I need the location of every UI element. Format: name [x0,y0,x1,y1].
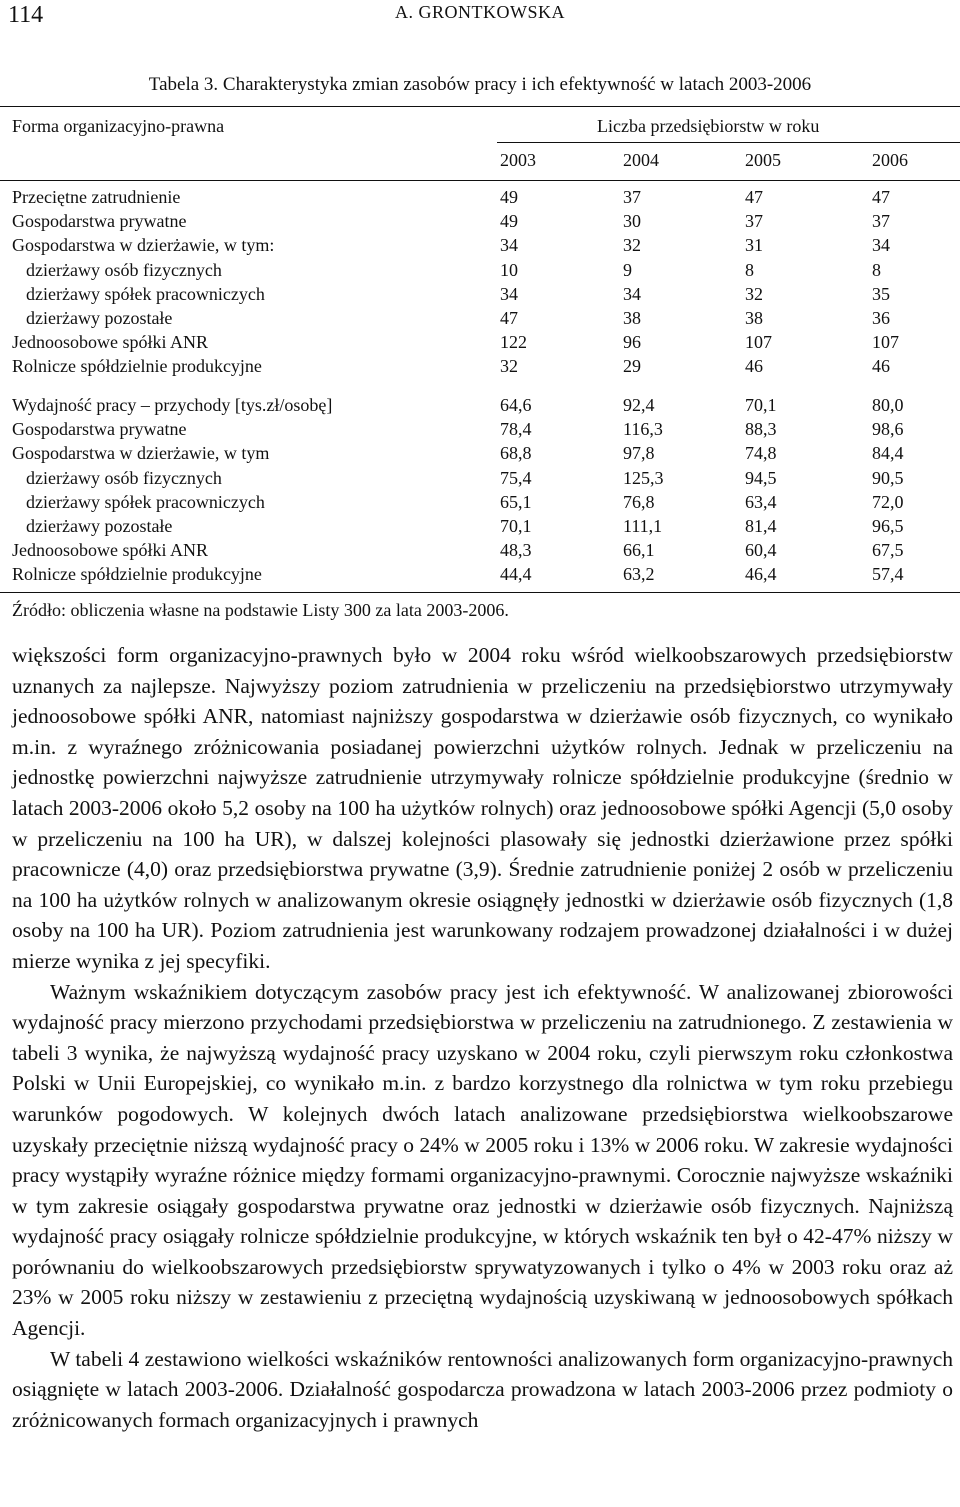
cell-value: 60,4 [745,540,777,561]
row-label: Gospodarstwa w dzierżawie, w tym: [12,235,275,256]
running-title: A. GRONTKOWSKA [395,2,565,22]
cell-value: 67,5 [872,540,904,561]
cell-value: 94,5 [745,467,777,488]
cell-value: 34 [623,283,641,304]
cell-value: 29 [623,356,641,377]
cell-value: 96 [623,332,641,353]
cell-value: 84,4 [872,443,904,464]
table-row [0,395,960,419]
table-top-rule [0,106,960,107]
table-bottom-rule [0,592,960,593]
cell-value: 32 [745,283,763,304]
table-row [0,260,960,284]
cell-value: 90,5 [872,467,904,488]
cell-value: 57,4 [872,564,904,585]
header-sub-rule [497,142,960,143]
row-label: dzierżawy spółek pracowniczych [26,491,265,512]
row-label: dzierżawy osób fizycznych [26,259,222,280]
cell-value: 32 [623,235,641,256]
cell-value: 37 [623,187,641,207]
cell-value: 81,4 [745,516,777,536]
table-caption: Tabela 3. Charakterystyka zmian zasobów pracy i ich efektywność w latach 2003-2006 [148,74,812,95]
row-label: Gospodarstwa w dzierżawie, w tym [12,443,270,464]
paragraph: większości form organizacyjno-prawnych było w 2004 roku wśród wielkoobszarowych przedsiębiorstw uznanych za najlepsze. Najwyższy poziom zatrudnienia w przeliczeniu na przedsiębiorstwo utrzymywały jednoosobowe spółki ANR, natomiast najniższy gospodarstwa w dzierżawie osób fizycznych, co wynikało m.in. z wyraźnego zróżnicowania posiadanej powierzchni użytków rolnych. Jednak w przeliczeniu na jednostkę powierzchni najwyższe zatrudnienie utrzymywały rolnicze spółdzielnie produkcyjne (średnio w latach 2003-2006 około 5,2 osoby na 100 ha użytków rolnych) oraz jednoosobowe spółki Agencji (5,0 osoby w przeliczeniu na 100 ha UR), w dalszej kolejności plasowały się jednostki dzierżawione przez spółki pracownicze (4,0) oraz przedsiębiorstwa prywatne (3,9). Średnie zatrudnienie poniżej 2 osób w przeliczeniu na 100 ha użytków rolnych w analizowanym okresie osiągnęły jednostki w dzierżawie osób fizycznych (1,8 osoby na 100 ha UR). Poziom zatrudnienia jest warunkowany rodzajem prowadzonej działalności i w dużej mierze wynika z jej specyfiki. [12,643,953,973]
cell-value: 70,1 [500,516,532,536]
cell-value: 49 [500,211,518,232]
cell-value: 88,3 [745,419,777,440]
cell-value: 68,8 [500,443,532,464]
column-header-count: Liczba przedsiębiorstw w roku [597,116,820,136]
page-number: 114 [8,2,44,28]
cell-value: 66,1 [623,540,655,561]
row-label: Jednoosobowe spółki ANR [12,540,209,561]
row-label: dzierżawy pozostałe [26,308,173,328]
table-row [0,516,960,540]
cell-value: 44,4 [500,564,532,585]
row-label: Rolnicze spółdzielnie produkcyjne [12,356,262,377]
year-header: 2006 [872,150,908,170]
cell-value: 78,4 [500,419,532,440]
cell-value: 74,8 [745,443,777,464]
row-label: Gospodarstwa prywatne [12,419,187,440]
cell-value: 8 [872,259,881,280]
table-row [0,564,960,588]
row-label: dzierżawy pozostałe [26,516,173,536]
cell-value: 92,4 [623,395,655,415]
table-row [0,468,960,492]
cell-value: 34 [500,235,518,256]
cell-value: 75,4 [500,467,532,488]
table-row [0,419,960,443]
cell-value: 122 [500,332,527,353]
body-text [12,640,953,1435]
cell-value: 80,0 [872,395,904,415]
paragraph: Ważnym wskaźnikiem dotyczącym zasobów pracy jest ich efektywność. W analizowanej zbiorowości wydajność pracy mierzono przychodami przedsiębiorstwa w przeliczeniu na zatrudnionego. Z zestawienia w tabeli 3 wynika, że najwyższą wydajność pracy uzyskano w 2004 roku, czyli pierwszym roku członkostwa Polski w Unii Europejskiej, co wynikało m.in. z bardzo korzystnego dla rolnictwa w tym roku przebiegu warunków pogodowych. W kolejnych dwóch latach analizowane przedsiębiorstwa wielkoobszarowe uzyskały przeciętnie niższą wydajność pracy o 24% w 2005 roku i 13% w 2006 roku. W zakresie wydajności pracy wystąpiły wyraźne różnice między formami organizacyjno-prawnymi. Corocznie najwyższe wskaźniki w tym zakresie osiągały gospodarstwa prywatne oraz jednostki w dzierżawie osób fizycznych. Najniższą wydajność pracy osiągały rolnicze spółdzielnie produkcyjne, w których wskaźnik ten był o 42-47% niższy w porównaniu do wielkoobszarowych przedsiębiorstw sprywatyzowanych i tylko o 4% w 2003 roku oraz aż 23% w 2005 roku niższy w zestawieniu z przeciętną wydajnością uzyskiwaną w jednoosobowych spółkach Agencji. [12,979,953,1341]
cell-value: 98,6 [872,419,904,440]
cell-value: 76,8 [623,491,655,512]
cell-value: 47 [872,187,890,207]
cell-value: 70,1 [745,395,777,415]
table-row [0,235,960,259]
row-label: Przeciętne zatrudnienie [12,187,181,207]
cell-value: 9 [623,259,632,280]
cell-value: 107 [745,332,772,353]
table-row [0,356,960,380]
cell-value: 65,1 [500,491,532,512]
cell-value: 46,4 [745,564,777,585]
header-bottom-rule [0,180,960,181]
cell-value: 37 [745,211,763,232]
row-label: Wydajność pracy – przychody [tys.zł/osobę] [12,395,333,415]
cell-value: 8 [745,259,754,280]
cell-value: 63,2 [623,564,655,585]
table-row [0,211,960,235]
table-row [0,284,960,308]
year-header: 2005 [745,150,781,170]
cell-value: 107 [872,332,899,353]
cell-value: 46 [872,356,890,377]
table-row [0,443,960,467]
table-row [0,492,960,516]
page-header [0,0,960,30]
cell-value: 47 [745,187,763,207]
cell-value: 36 [872,308,890,328]
cell-value: 125,3 [623,467,664,488]
cell-value: 97,8 [623,443,655,464]
cell-value: 35 [872,283,890,304]
cell-value: 37 [872,211,890,232]
cell-value: 96,5 [872,516,904,536]
table-row [0,187,960,211]
row-label: dzierżawy spółek pracowniczych [26,283,265,304]
cell-value: 32 [500,356,518,377]
row-label: Jednoosobowe spółki ANR [12,332,209,353]
cell-value: 38 [623,308,641,328]
row-label: dzierżawy osób fizycznych [26,467,222,488]
cell-value: 48,3 [500,540,532,561]
cell-value: 34 [500,283,518,304]
cell-value: 47 [500,308,518,328]
cell-value: 46 [745,356,763,377]
cell-value: 111,1 [623,516,663,536]
year-header: 2003 [500,150,536,170]
cell-value: 72,0 [872,491,904,512]
paragraph: W tabeli 4 zestawiono wielkości wskaźników rentowności analizowanych form organizacyjno-prawnych osiągnięte w latach 2003-2006. Działalność gospodarcza prowadzona w latach 2003-2006 przez podmioty o zróżnicowanych formach organizacyjnych i prawnych [12,1346,953,1432]
table-row [0,332,960,356]
cell-value: 38 [745,308,763,328]
row-label: Gospodarstwa prywatne [12,211,187,232]
cell-value: 64,6 [500,395,532,415]
table-source-note: Źródło: obliczenia własne na podstawie Listy 300 za lata 2003-2006. [12,600,509,620]
cell-value: 63,4 [745,491,777,512]
column-header-form: Forma organizacyjno-prawna [12,116,225,136]
cell-value: 34 [872,235,890,256]
cell-value: 30 [623,211,641,232]
cell-value: 49 [500,187,518,207]
cell-value: 10 [500,259,518,280]
cell-value: 116,3 [623,419,663,440]
table-row [0,308,960,332]
table-row [0,540,960,564]
cell-value: 31 [745,235,763,256]
row-label: Rolnicze spółdzielnie produkcyjne [12,564,262,585]
year-header: 2004 [623,150,659,170]
